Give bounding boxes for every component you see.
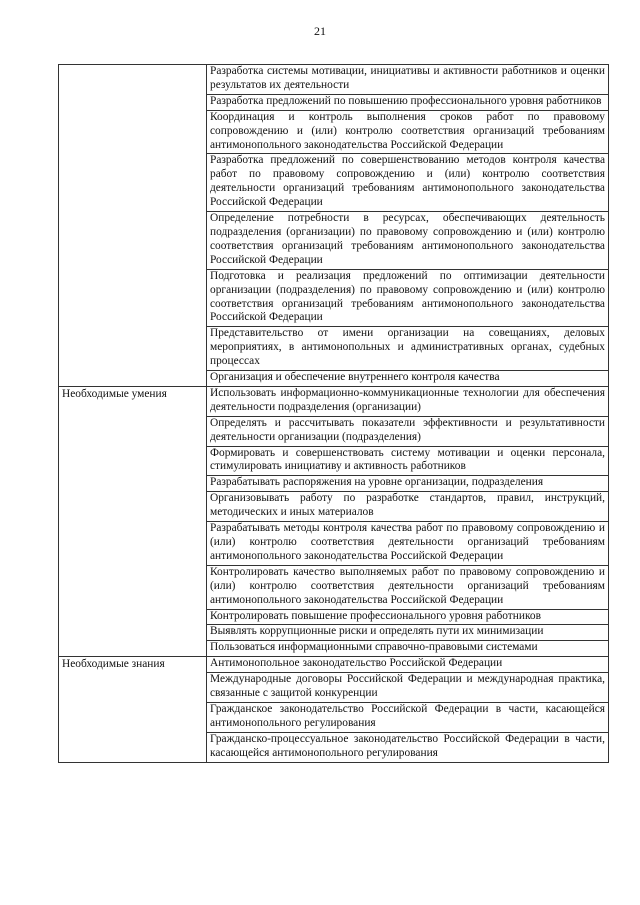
row-text: Подготовка и реализация предложений по оптимизации деятельности организации (подразделения) по правовому сопровождению и (или) контролю соответствия организаций требованиям антимонопольного законодательства Российской Федерации [207,269,609,327]
row-text: Выявлять коррупционные риски и определять пути их минимизации [207,625,609,641]
row-text: Международные договоры Российской Федерации и международная практика, связанные с защитой конкуренции [207,673,609,703]
row-label [59,65,207,387]
row-text: Представительство от имени организации на совещаниях, деловых мероприятиях, в антимонопольных и административных органах, судебных процессах [207,327,609,371]
row-text: Контролировать качество выполняемых работ по правовому сопровождению и (или) контролю соответствия деятельности организаций требованиям антимонопольного законодательства Российской Федерации [207,565,609,609]
row-text: Разработка предложений по совершенствованию методов контроля качества работ по правовому сопровождению и (или) контролю соответствия деятельности организаций требованиям антимонопольного законодательства Российской Федерации [207,154,609,212]
table-row [59,657,609,673]
table-row [59,386,609,416]
row-text: Определение потребности в ресурсах, обеспечивающих деятельность подразделения (организации) по правовому сопровождению и (или) контролю соответствия организаций требованиям антимонопольного законодательства Российской Федерации [207,212,609,270]
row-text: Контролировать повышение профессионального уровня работников [207,609,609,625]
row-text: Разработка системы мотивации, инициативы и активности работников и оценки результатов их деятельности [207,65,609,95]
row-text: Организовывать работу по разработке стандартов, правил, инструкций, методических и иных материалов [207,492,609,522]
row-text: Формировать и совершенствовать систему мотивации и оценки персонала, стимулировать инициативу и активность работников [207,446,609,476]
row-text: Пользоваться информационными справочно-правовыми системами [207,641,609,657]
table-body [59,65,609,763]
requirements-table [58,64,609,763]
row-text: Гражданское законодательство Российской Федерации в части, касающейся антимонопольного регулирования [207,702,609,732]
row-text: Разрабатывать методы контроля качества работ по правовому сопровождению и (или) контролю соответствия деятельности организаций требованиям антимонопольного законодательства Российской Федерации [207,522,609,566]
row-text: Антимонопольное законодательство Российской Федерации [207,657,609,673]
row-text: Организация и обеспечение внутреннего контроля качества [207,371,609,387]
row-text: Использовать информационно-коммуникационные технологии для обеспечения деятельности подразделения (организации) [207,386,609,416]
row-text: Координация и контроль выполнения сроков работ по правовому сопровождению и (или) контролю соответствия организаций требованиям антимонопольного законодательства Российской Федерации [207,110,609,154]
table-row [59,65,609,95]
row-text: Разрабатывать распоряжения на уровне организации, подразделения [207,476,609,492]
row-label: Необходимые знания [59,657,207,762]
row-text: Определять и рассчитывать показатели эффективности и результативности деятельности организации (подразделения) [207,416,609,446]
row-text: Разработка предложений по повышению профессионального уровня работников [207,94,609,110]
row-label: Необходимые умения [59,386,207,656]
row-text: Гражданско-процессуальное законодательство Российской Федерации в части, касающейся антимонопольного регулирования [207,732,609,762]
page-number: 21 [314,24,326,38]
